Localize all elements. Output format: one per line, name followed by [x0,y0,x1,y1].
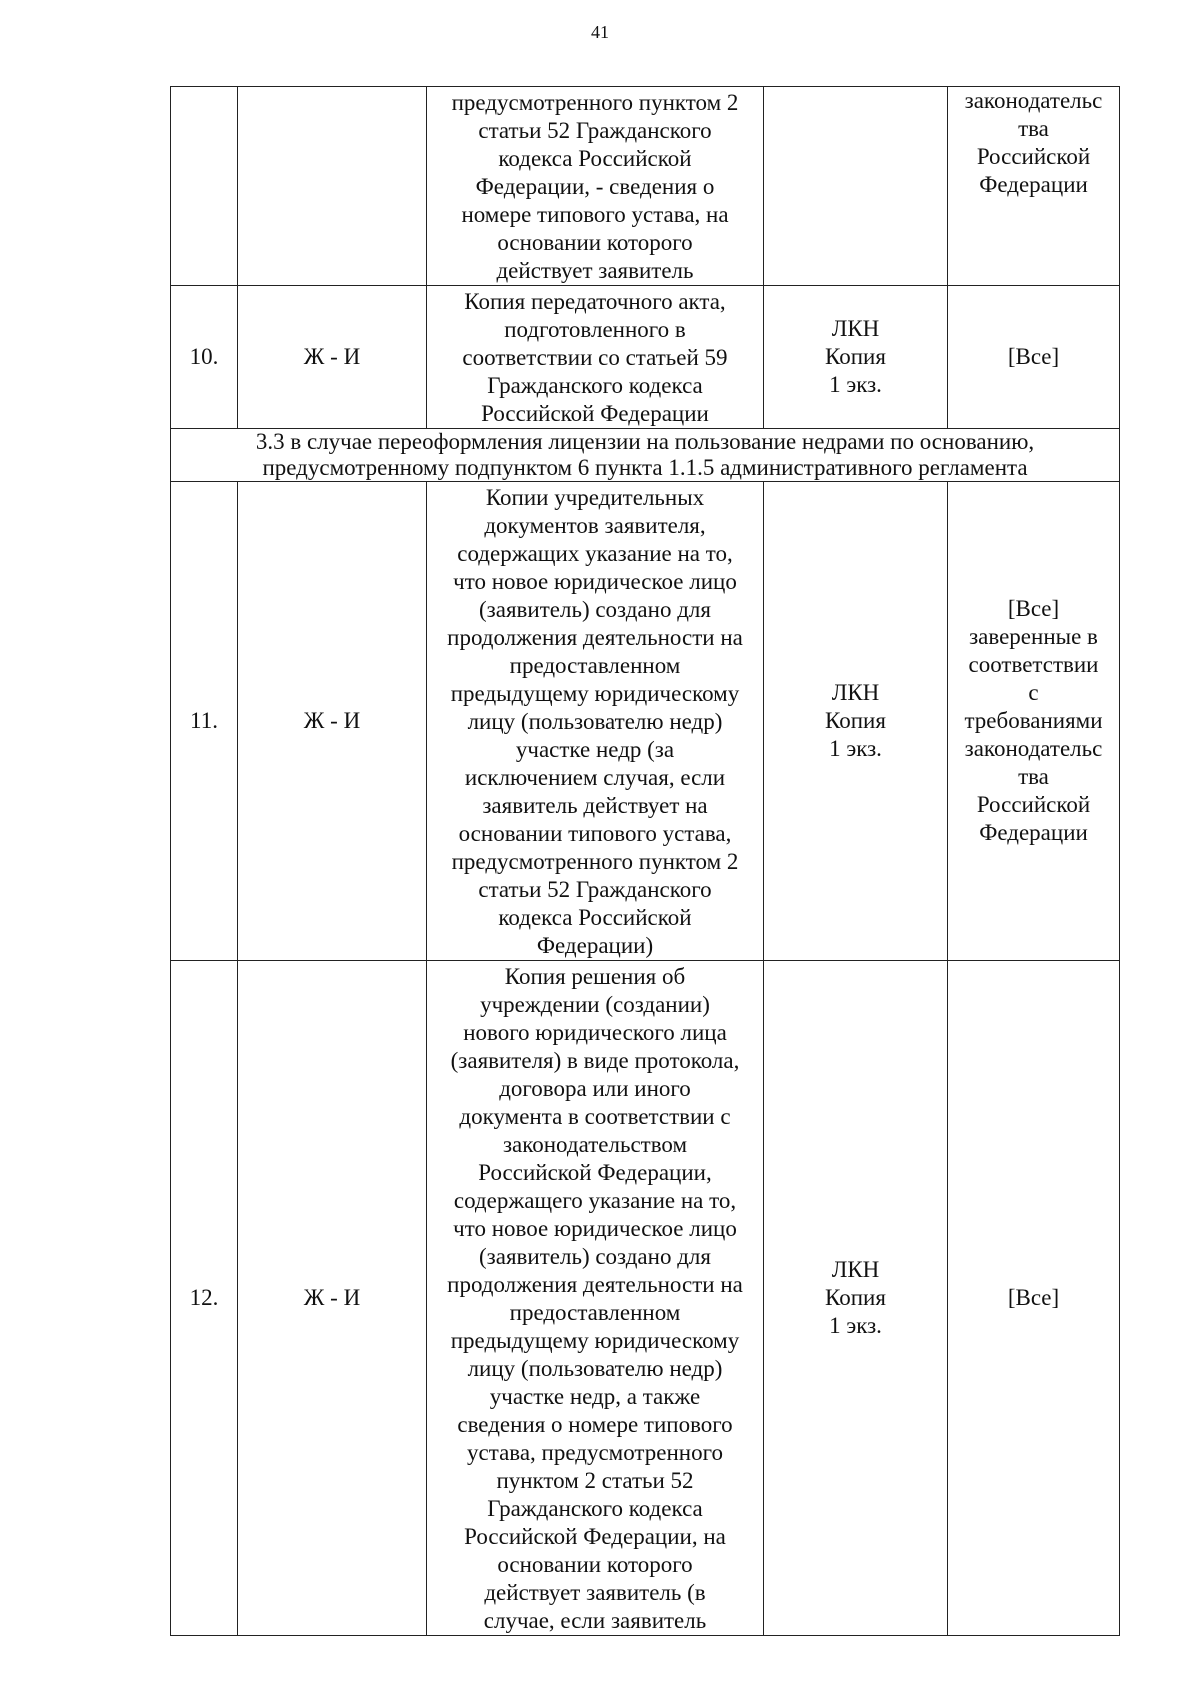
document-description-line: договора или иного [499,1076,691,1101]
document-description-line: основании которого [497,1552,693,1577]
document-form-cell [764,961,948,1636]
requirements-line: законодательс [964,88,1103,113]
requirements-line: [Все] [1007,1285,1060,1310]
document-description-line: пунктом 2 статьи 52 [496,1468,694,1493]
row-number-cell: 12. [171,961,238,1636]
document-description-line: предыдущему юридическому [450,681,740,706]
document-description-line: предоставленном [509,1300,681,1325]
document-description-line: Копия передаточного акта, [464,289,726,314]
document-description-line: учреждении (создании) [480,992,710,1017]
applicant-type-cell: Ж - И [238,482,427,961]
applicant-type-cell [238,87,427,286]
document-description-line: документа в соответствии с [459,1104,731,1129]
document-form-line: Копия [825,1285,886,1310]
row-number-cell [171,87,238,286]
row-number-cell: 10. [171,286,238,429]
requirements-line: требованиями [964,708,1103,733]
document-description-line: лицу (пользователю недр) [467,1356,723,1381]
document-description-line: Копия решения об [504,964,686,989]
requirements-line: заверенные в [969,624,1098,649]
document-description-line: предыдущему юридическому [450,1328,740,1353]
document-description-line: Гражданского кодекса [487,1496,703,1521]
document-description-cell [427,482,764,961]
document-description-line: Федерации, - сведения о [475,174,715,199]
document-description-line: лицу (пользователю недр) [467,709,723,734]
document-description-line: что новое юридическое лицо [453,569,737,594]
document-form-line: 1 экз. [829,372,882,397]
requirements-cell [948,961,1120,1636]
document-description-cell [427,87,764,286]
applicant-type-cell: Ж - И [238,286,427,429]
document-description-line: (заявителя) в виде протокола, [450,1048,740,1073]
document-form-cell [764,482,948,961]
document-description-line: законодательством [502,1132,688,1157]
document-form-line: Копия [825,708,886,733]
document-description-line: кодекса Российской [498,905,692,930]
document-form-line: 1 экз. [829,1313,882,1338]
document-description-line: действует заявитель (в [484,1580,706,1605]
requirements-line: [Все] [1007,344,1060,369]
document-form-line: 1 экз. [829,736,882,761]
applicant-type-cell: Ж - И [238,961,427,1636]
table-row [171,286,1120,429]
requirements-line: с [1028,680,1039,705]
document-description-line: подготовленного в [504,317,686,342]
document-description-line: соответствии со статьей 59 [462,345,728,370]
document-description-line: Копии учредительных [485,485,705,510]
document-description-line: статьи 52 Гражданского [478,877,712,902]
document-description-line: Гражданского кодекса [487,373,703,398]
document-description-line: основании которого [497,230,693,255]
requirements-cell [948,286,1120,429]
requirements-line: Федерации [979,172,1088,197]
document-description-line: предоставленном [509,653,681,678]
requirements-line: Федерации [979,820,1088,845]
document-description-cell [427,961,764,1636]
section-heading-row [171,429,1120,482]
requirements-line: тва [1018,116,1049,141]
document-form-line: ЛКН [831,1257,880,1282]
page-number: 41 [591,22,609,42]
document-description-line: статьи 52 Гражданского [478,118,712,143]
document-description-line: (заявитель) создано для [479,597,711,622]
document-description-line: действует заявитель [496,258,694,283]
document-description-line: предусмотренного пунктом 2 [451,90,739,115]
document-description-line: основании типового устава, [458,821,732,846]
document-description-line: участке недр, а также [489,1384,701,1409]
table-row [171,961,1120,1636]
row-number-cell: 11. [171,482,238,961]
document-description-line: сведения о номере типового [457,1412,733,1437]
requirements-cell [948,482,1120,961]
requirements-cell [948,87,1120,286]
document-description-line: продолжения деятельности на [447,625,743,650]
document-description-line: продолжения деятельности на [447,1272,743,1297]
document-description-line: предусмотренного пунктом 2 [451,849,739,874]
document-description-line: содержащих указание на то, [457,541,733,566]
section-heading-line: предусмотренному подпунктом 6 пункта 1.1.5 административного регламента [262,455,1028,480]
requirements-line: тва [1018,764,1049,789]
document-description-line: Российской Федерации, [478,1160,712,1185]
documents-table-body [171,87,1120,1636]
requirements-line: Российской [976,792,1091,817]
document-description-line: (заявитель) создано для [479,1244,711,1269]
document-description-line: Федерации) [536,933,654,958]
table-row [171,482,1120,961]
requirements-line: Российской [976,144,1091,169]
document-description-line: кодекса Российской [498,146,692,171]
document-description-line: номере типового устава, на [461,202,729,227]
document-description-line: случае, если заявитель [483,1608,707,1633]
document-description-line: устава, предусмотренного [467,1440,723,1465]
document-description-line: содержащего указание на то, [453,1188,737,1213]
section-heading-line: 3.3 в случае переоформления лицензии на пользование недрами по основанию, [255,429,1035,454]
document-description-line: документов заявителя, [484,513,706,538]
document-form-cell [764,87,948,286]
document-description-line: нового юридического лица [463,1020,727,1045]
document-description-line: участке недр (за [515,737,675,762]
documents-table [170,86,1120,1636]
requirements-line: законодательс [964,736,1103,761]
document-form-line: Копия [825,344,886,369]
document-form-line: ЛКН [831,680,880,705]
document-description-line: Российской Федерации [481,401,709,426]
document-form-cell [764,286,948,429]
table-row [171,87,1120,286]
section-heading-cell [171,429,1120,482]
document-description-line: Российской Федерации, на [464,1524,726,1549]
document-description-cell [427,286,764,429]
requirements-line: [Все] [1007,596,1060,621]
document-description-line: заявитель действует на [482,793,708,818]
requirements-line: соответствии [968,652,1099,677]
document-description-line: исключением случая, если [464,765,726,790]
document-description-line: что новое юридическое лицо [453,1216,737,1241]
document-form-line: ЛКН [831,316,880,341]
